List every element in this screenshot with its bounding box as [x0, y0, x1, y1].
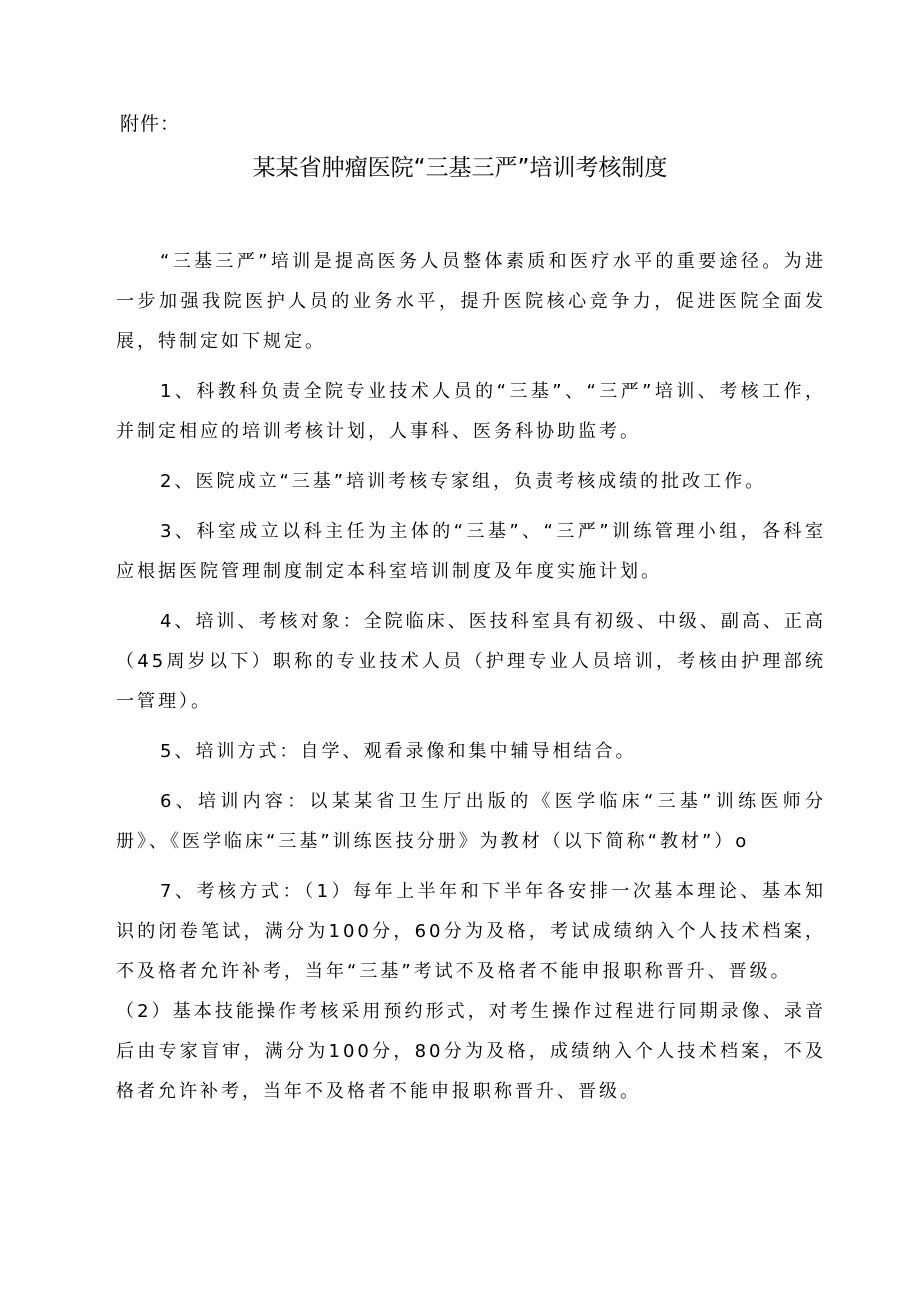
paragraph-intro: “三基三严”培训是提高医务人员整体素质和医疗水平的重要途径。为进一步加强我院医护人员的业务水平，提升医院核心竞争力，促进医院全面发展，特制定如下规定。 [116, 251, 826, 352]
paragraph-item-7: 7、考核方式：（1）每年上半年和下半年各安排一次基本理论、基本知识的闭卷笔试，满分为100分，60分为及格，考试成绩纳入个人技术档案，不及格者允许补考，当年“三基”考试不及格者不能申报职称晋升、晋级。 [116, 881, 826, 982]
paragraph-item-6: 6、培训内容：以某某省卫生厅出版的《医学临床“三基”训练医师分册》、《医学临床“三基”训练医技分册》为教材（以下简称“教材”）o [116, 791, 826, 852]
paragraph-item-1: 1、科教科负责全院专业技术人员的“三基”、“三严”培训、考核工作，并制定相应的培训考核计划，人事科、医务科协助监考。 [116, 381, 826, 442]
paragraph-item-5: 5、培训方式：自学、观看录像和集中辅导相结合。 [160, 741, 637, 762]
paragraph-item-2: 2、医院成立“三基”培训考核专家组，负责考核成绩的批改工作。 [160, 471, 767, 492]
document-body [116, 242, 826, 1122]
attachment-label: 附件： [120, 113, 181, 135]
paragraph-item-7-part-2: （2）基本技能操作考核采用预约形式，对考生操作过程进行同期录像、录音后由专家盲审，满分为100分，80分为及格，成绩纳入个人技术档案，不及格者允许补考，当年不及格者不能申报职称晋升、晋级。 [116, 1001, 826, 1102]
paragraph-item-4: 4、培训、考核对象：全院临床、医技科室具有初级、中级、副高、正高（45周岁以下）职称的专业技术人员（护理专业人员培训，考核由护理部统一管理）。 [116, 611, 826, 712]
paragraph-item-3: 3、科室成立以科主任为主体的“三基”、“三严”训练管理小组，各科室应根据医院管理制度制定本科室培训制度及年度实施计划。 [116, 521, 826, 582]
document-title: 某某省肿瘤医院“三基三严”培训考核制度 [252, 155, 668, 181]
